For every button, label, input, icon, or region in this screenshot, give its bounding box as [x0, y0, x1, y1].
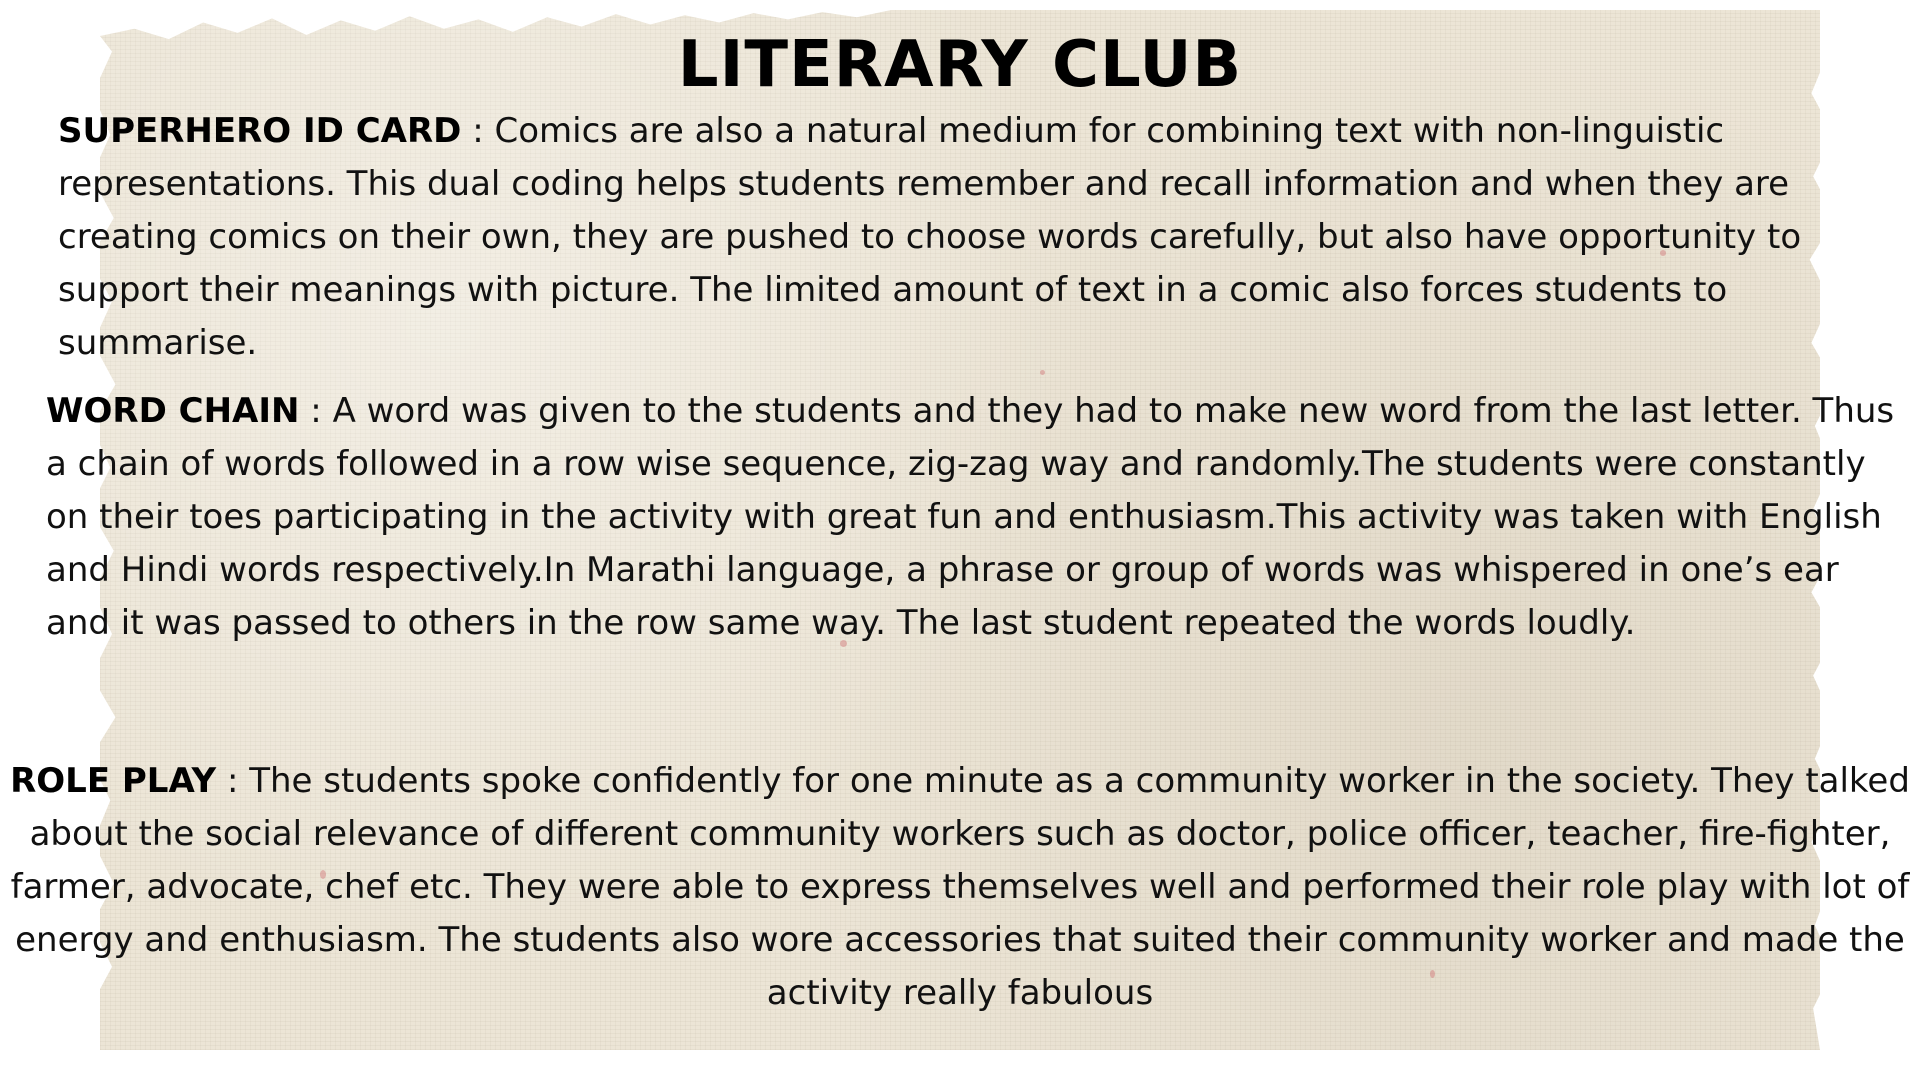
section-body: The students spoke confidently for one minute as a community worker in the society. They talked about the social relevance of different community workers such as doctor, police officer, teacher, fire-fighter, farmer, advocate, chef etc. They were able to express themselves well and performed their role play with lot of energy and enthusiasm. The students also wore accessories that suited their community worker and made the activity really fabulous — [10, 761, 1910, 1013]
page-title: LITERARY CLUB — [677, 28, 1243, 102]
section-separator: : — [299, 391, 333, 431]
section-body: Comics are also a natural medium for combining text with non-linguistic representations. This dual coding helps students remember and recall information and when they are creating comics on their own, they are pushed to choose words carefully, but also have opportunity to support their meanings with picture. The limited amount of text in a comic also forces students to summarise. — [58, 111, 1802, 363]
section-separator: : — [216, 761, 250, 801]
section-word-chain — [46, 385, 1896, 650]
section-heading: WORD CHAIN — [46, 391, 300, 431]
section-superhero-id-card — [58, 105, 1828, 370]
section-heading: ROLE PLAY — [10, 761, 217, 801]
section-role-play — [0, 755, 1920, 1020]
paper-speck — [1040, 370, 1045, 375]
section-heading: SUPERHERO ID CARD — [58, 111, 462, 151]
section-separator: : — [461, 111, 495, 151]
section-body: A word was given to the students and they had to make new word from the last letter. Thus a chain of words followed in a row wise sequence, zig-zag way and randomly.The students were constantly on their toes participating in the activity with great fun and enthusiasm.This activity was taken with English and Hindi words respectively.In Marathi language, a phrase or group of words was whispered in one’s ear and it was passed to others in the row same way. The last student repeated the words loudly. — [46, 391, 1895, 643]
